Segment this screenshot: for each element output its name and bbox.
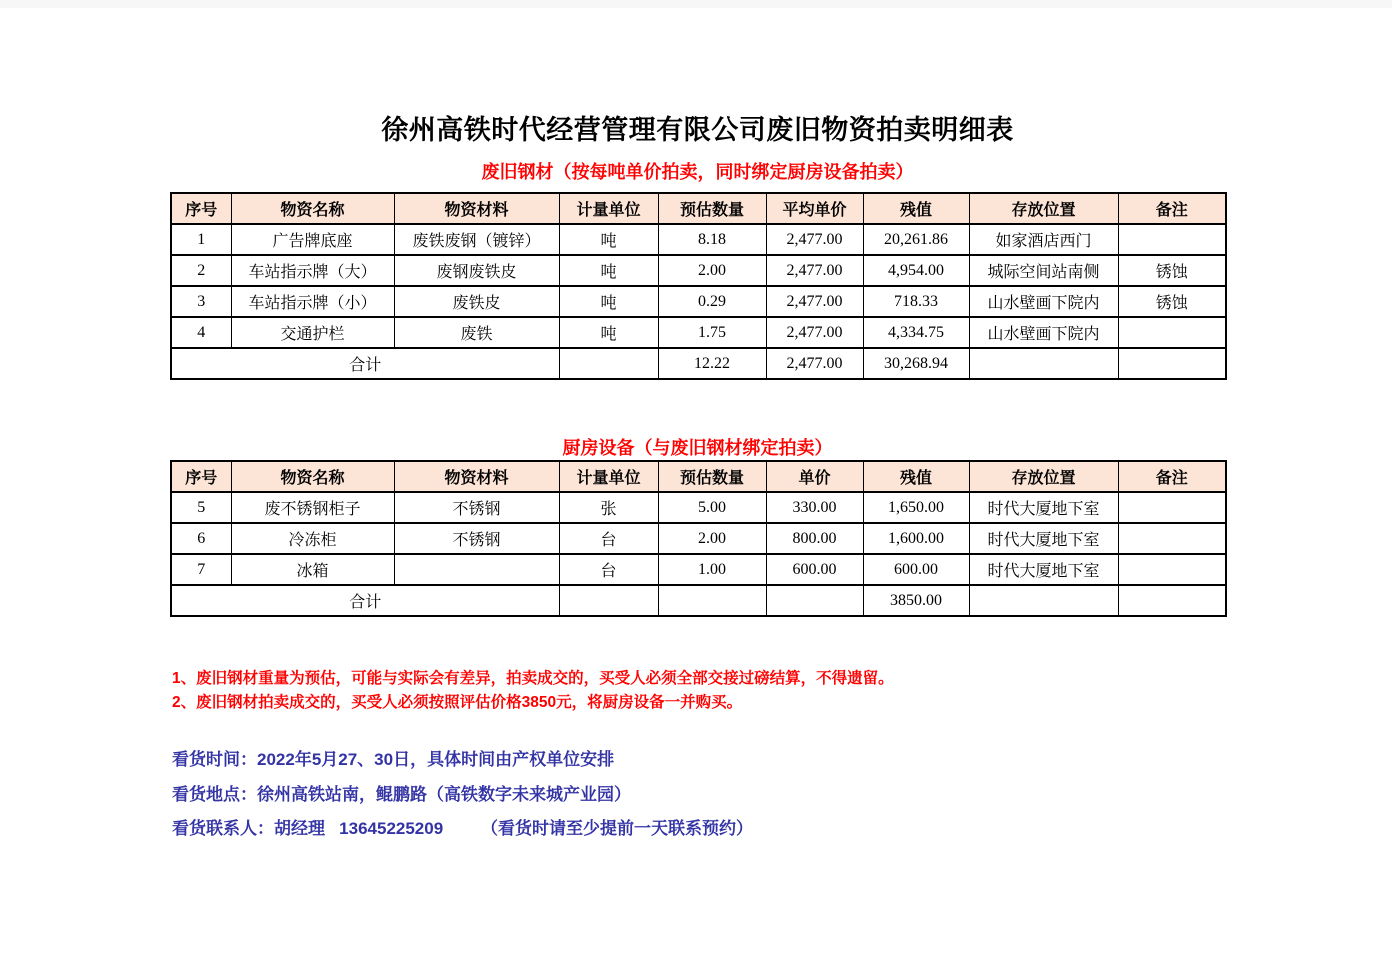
table-cell: 如家酒店西门 xyxy=(969,224,1118,255)
auction-note-line: 1、废旧钢材重量为预估，可能与实际会有差异，拍卖成交的，买受人必须全部交接过磅结算，不得遗留。 xyxy=(172,670,894,687)
table-cell: 330.00 xyxy=(766,492,863,523)
table-cell: 3 xyxy=(171,286,231,317)
table-cell: 4,954.00 xyxy=(863,255,969,286)
total-cell: 2,477.00 xyxy=(766,348,863,379)
total-cell xyxy=(969,585,1118,616)
table-cell: 时代大厦地下室 xyxy=(969,554,1118,585)
table-cell: 车站指示牌（小） xyxy=(231,286,394,317)
table-row xyxy=(171,523,1226,554)
table-cell: 0.29 xyxy=(658,286,766,317)
table-cell xyxy=(1118,224,1226,255)
table-row xyxy=(171,255,1226,286)
table-cell: 718.33 xyxy=(863,286,969,317)
table-cell xyxy=(1118,523,1226,554)
column-header: 残值 xyxy=(863,193,969,224)
table-cell: 2,477.00 xyxy=(766,224,863,255)
table-row xyxy=(171,554,1226,585)
table-cell xyxy=(1118,317,1226,348)
table-cell: 时代大厦地下室 xyxy=(969,492,1118,523)
table-cell: 冰箱 xyxy=(231,554,394,585)
table-cell: 交通护栏 xyxy=(231,317,394,348)
total-row xyxy=(171,585,1226,616)
table-cell: 不锈钢 xyxy=(394,523,559,554)
total-cell xyxy=(559,585,658,616)
total-cell xyxy=(969,348,1118,379)
total-cell xyxy=(658,585,766,616)
table-cell: 2,477.00 xyxy=(766,255,863,286)
steel-materials-table xyxy=(170,192,1227,380)
table-cell: 600.00 xyxy=(863,554,969,585)
table-cell: 台 xyxy=(559,523,658,554)
table-cell xyxy=(1118,492,1226,523)
table-cell: 4,334.75 xyxy=(863,317,969,348)
table-cell: 冷冻柜 xyxy=(231,523,394,554)
table-cell: 6 xyxy=(171,523,231,554)
total-cell xyxy=(766,585,863,616)
total-cell xyxy=(1118,585,1226,616)
column-header: 预估数量 xyxy=(658,193,766,224)
column-header: 序号 xyxy=(171,193,231,224)
column-header: 预估数量 xyxy=(658,461,766,492)
table-cell: 7 xyxy=(171,554,231,585)
table-cell: 锈蚀 xyxy=(1118,255,1226,286)
table-cell: 20,261.86 xyxy=(863,224,969,255)
column-header: 残值 xyxy=(863,461,969,492)
table-cell: 废铁废钢（镀锌） xyxy=(394,224,559,255)
table-cell: 废钢废铁皮 xyxy=(394,255,559,286)
table-row xyxy=(171,224,1226,255)
table-cell xyxy=(1118,554,1226,585)
table-cell: 1,650.00 xyxy=(863,492,969,523)
table-cell: 600.00 xyxy=(766,554,863,585)
viewing-location-line: 看货地点：徐州高铁站南，鲲鹏路（高铁数字未来城产业园） xyxy=(172,785,631,804)
header-row xyxy=(171,193,1226,224)
table-row xyxy=(171,317,1226,348)
steel-section-subtitle: 废旧钢材（按每吨单价拍卖，同时绑定厨房设备拍卖） xyxy=(481,162,914,182)
auction-note-line: 2、废旧钢材拍卖成交的，买受人必须按照评估价格3850元，将厨房设备一并购买。 xyxy=(172,694,743,711)
table-cell: 5 xyxy=(171,492,231,523)
table-cell: 2.00 xyxy=(658,523,766,554)
table-cell: 1.00 xyxy=(658,554,766,585)
table-cell: 1.75 xyxy=(658,317,766,348)
table-cell: 山水壁画下院内 xyxy=(969,317,1118,348)
column-header: 备注 xyxy=(1118,193,1226,224)
viewing-time-line: 看货时间：2022年5月27、30日，具体时间由产权单位安排 xyxy=(172,750,615,769)
table-cell: 2 xyxy=(171,255,231,286)
table-cell: 山水壁画下院内 xyxy=(969,286,1118,317)
table-cell: 800.00 xyxy=(766,523,863,554)
page-title: 徐州高铁时代经营管理有限公司废旧物资拍卖明细表 xyxy=(381,115,1014,145)
table-cell: 锈蚀 xyxy=(1118,286,1226,317)
table-cell: 废铁 xyxy=(394,317,559,348)
total-cell: 30,268.94 xyxy=(863,348,969,379)
column-header: 计量单位 xyxy=(559,193,658,224)
viewing-contact-line: 看货联系人：胡经理 13645225209 （看货时请至少提前一天联系预约） xyxy=(172,819,753,838)
table-cell: 吨 xyxy=(559,286,658,317)
table-cell: 台 xyxy=(559,554,658,585)
table-cell: 4 xyxy=(171,317,231,348)
table-cell xyxy=(394,554,559,585)
column-header: 单价 xyxy=(766,461,863,492)
kitchen-equipment-table xyxy=(170,460,1227,617)
table-cell: 废不锈钢柜子 xyxy=(231,492,394,523)
table-cell: 8.18 xyxy=(658,224,766,255)
column-header: 平均单价 xyxy=(766,193,863,224)
table-row xyxy=(171,492,1226,523)
top-edge-strip xyxy=(0,0,1392,8)
kitchen-section-subtitle: 厨房设备（与废旧钢材绑定拍卖） xyxy=(562,438,833,458)
total-label: 合计 xyxy=(171,585,559,616)
table-cell: 5.00 xyxy=(658,492,766,523)
column-header: 物资名称 xyxy=(231,193,394,224)
table-cell: 车站指示牌（大） xyxy=(231,255,394,286)
table-cell: 2.00 xyxy=(658,255,766,286)
total-row xyxy=(171,348,1226,379)
table-cell: 吨 xyxy=(559,255,658,286)
total-cell: 12.22 xyxy=(658,348,766,379)
table-cell: 城际空间站南侧 xyxy=(969,255,1118,286)
table-cell: 张 xyxy=(559,492,658,523)
table-cell: 时代大厦地下室 xyxy=(969,523,1118,554)
table-cell: 吨 xyxy=(559,317,658,348)
table-cell: 不锈钢 xyxy=(394,492,559,523)
total-cell xyxy=(1118,348,1226,379)
table-cell: 广告牌底座 xyxy=(231,224,394,255)
table-cell: 1,600.00 xyxy=(863,523,969,554)
table-cell: 2,477.00 xyxy=(766,286,863,317)
column-header: 物资材料 xyxy=(394,193,559,224)
total-cell xyxy=(559,348,658,379)
column-header: 物资材料 xyxy=(394,461,559,492)
column-header: 存放位置 xyxy=(969,461,1118,492)
column-header: 备注 xyxy=(1118,461,1226,492)
total-label: 合计 xyxy=(171,348,559,379)
table-cell: 废铁皮 xyxy=(394,286,559,317)
column-header: 计量单位 xyxy=(559,461,658,492)
table-row xyxy=(171,286,1226,317)
table-cell: 2,477.00 xyxy=(766,317,863,348)
header-row xyxy=(171,461,1226,492)
column-header: 序号 xyxy=(171,461,231,492)
column-header: 物资名称 xyxy=(231,461,394,492)
total-cell: 3850.00 xyxy=(863,585,969,616)
table-cell: 1 xyxy=(171,224,231,255)
column-header: 存放位置 xyxy=(969,193,1118,224)
table-cell: 吨 xyxy=(559,224,658,255)
